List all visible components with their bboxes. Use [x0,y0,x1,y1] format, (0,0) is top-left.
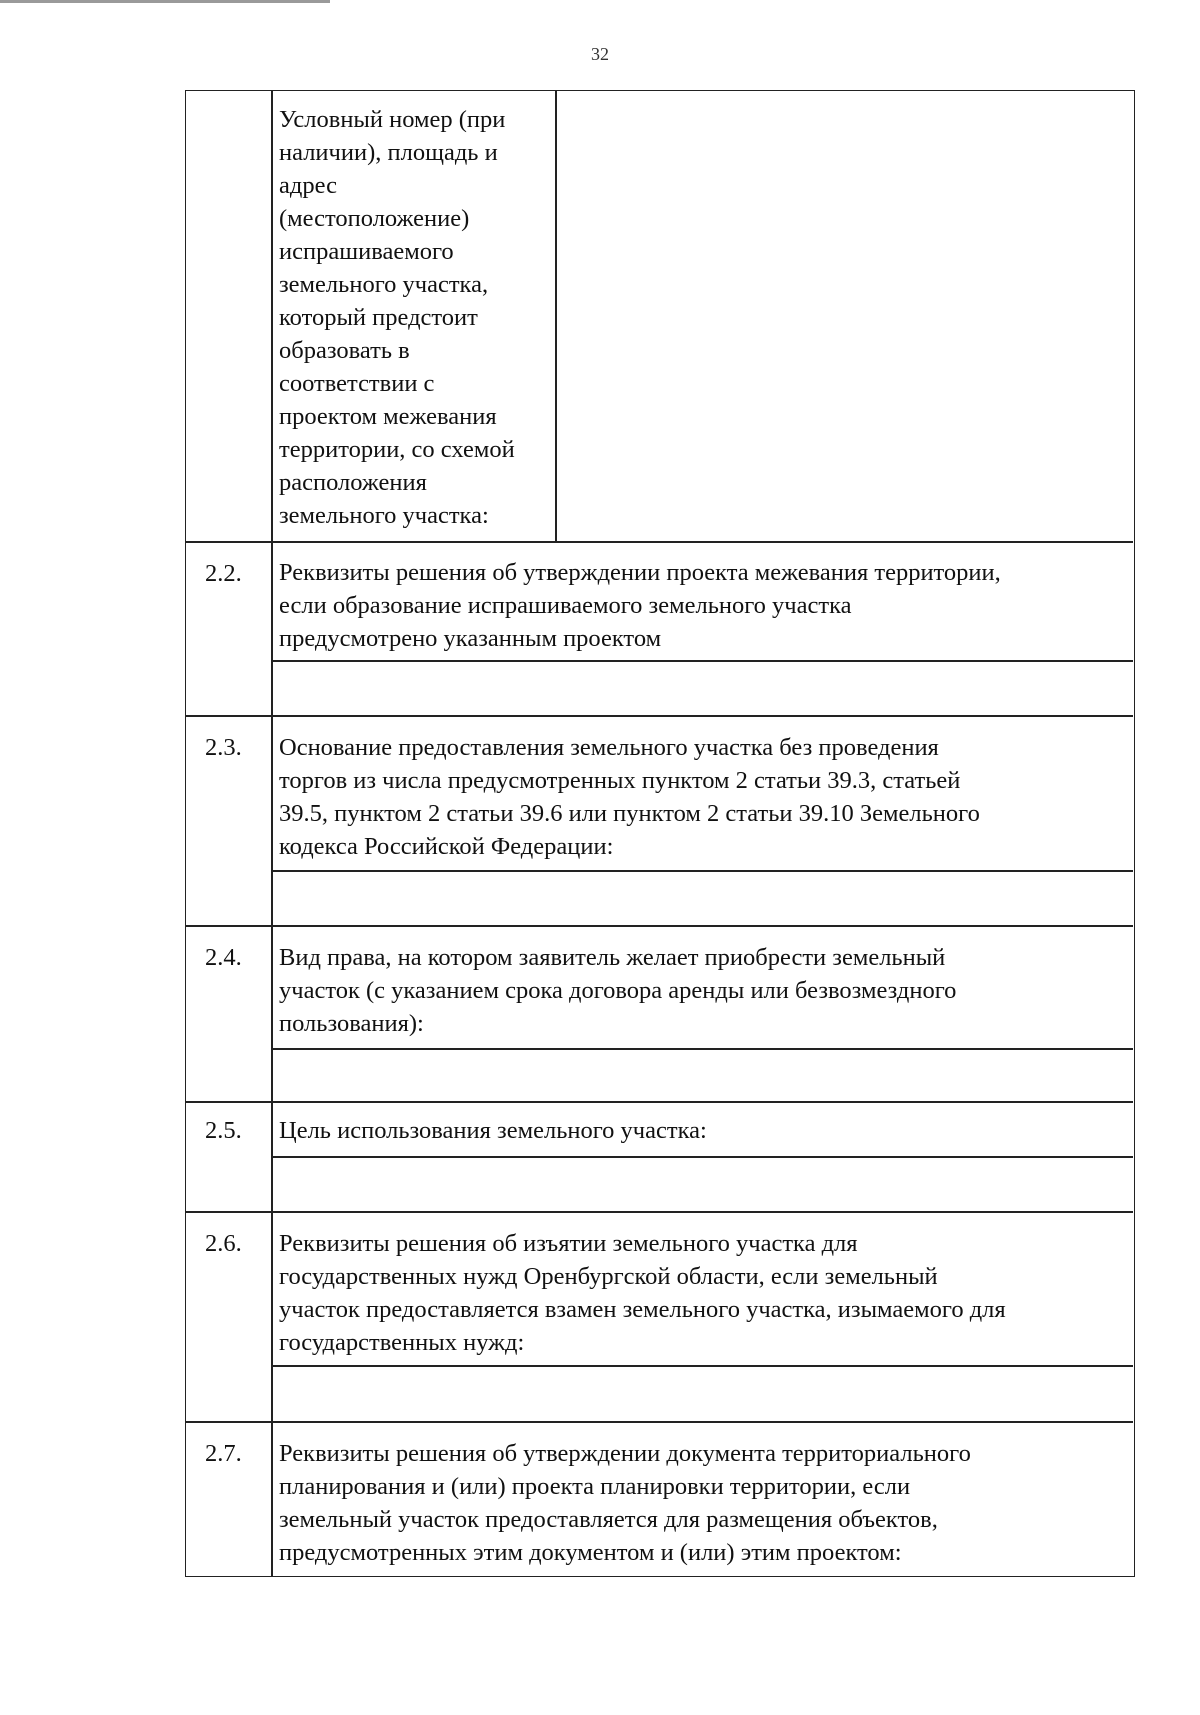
row-number: 2.5. [205,1117,242,1144]
number-column-divider [271,91,273,1576]
application-form-table [185,90,1135,1577]
row-number: 2.3. [205,734,242,761]
row-2-4-answer-field[interactable] [279,1053,1124,1097]
scan-edge-mark [0,0,330,3]
row-2-6-answer-field[interactable] [279,1370,1124,1416]
answer-separator [271,1365,1133,1367]
row-number: 2.4. [205,944,242,971]
row-2-1-value-field[interactable] [564,103,1124,533]
row-separator [186,715,1133,717]
row-separator [186,1101,1133,1103]
row-2-2-answer-field[interactable] [279,665,1124,711]
row-2-2-text: Реквизиты решения об утверждении проекта межевания территории, если образование испрашиваемого земельного участка предусмотрено указанным проектом [279,559,1001,652]
answer-separator [271,1048,1133,1050]
row-2-1-label: Условный номер (при наличии), площадь и адрес (местоположение) испрашиваемого земельного участка, который предстоит образовать в соответствии с проектом межевания территории, со схемой расположения земельного участка: [279,106,515,529]
page-number: 32 [591,44,609,64]
answer-separator [271,870,1133,872]
row-separator [186,1421,1133,1423]
row-number: 2.7. [205,1440,242,1467]
row-2-6-text: Реквизиты решения об изъятии земельного участка для государственных нужд Оренбургской области, если земельный участок предоставляется взамен земельного участка, изымаемого для государственных нужд: [279,1230,1006,1356]
row-2-5-answer-field[interactable] [279,1161,1124,1207]
row-separator [186,1211,1133,1213]
row-number: 2.6. [205,1230,242,1257]
row-separator [186,541,1133,543]
row-2-3-answer-field[interactable] [279,875,1124,921]
answer-separator [271,660,1133,662]
row-2-4-text: Вид права, на котором заявитель желает приобрести земельный участок (с указанием срока договора аренды или безвозмездного пользования): [279,944,957,1037]
row-number: 2.2. [205,560,242,587]
answer-separator [271,1156,1133,1158]
row-2-7-text: Реквизиты решения об утверждении документа территориального планирования и (или) проекта планировки территории, если земельный участок предоставляется для размещения объектов, предусмотренных этим документом и (или) этим проектом: [279,1440,971,1566]
row-2-1-value-divider [555,91,557,541]
row-2-5-text: Цель использования земельного участка: [279,1117,707,1144]
row-2-3-text: Основание предоставления земельного участка без проведения торгов из числа предусмотренных пунктом 2 статьи 39.3, статьей 39.5, пунктом 2 статьи 39.6 или пунктом 2 статьи 39.10 Земельного кодекса Российской Федерации: [279,734,980,860]
row-separator [186,925,1133,927]
